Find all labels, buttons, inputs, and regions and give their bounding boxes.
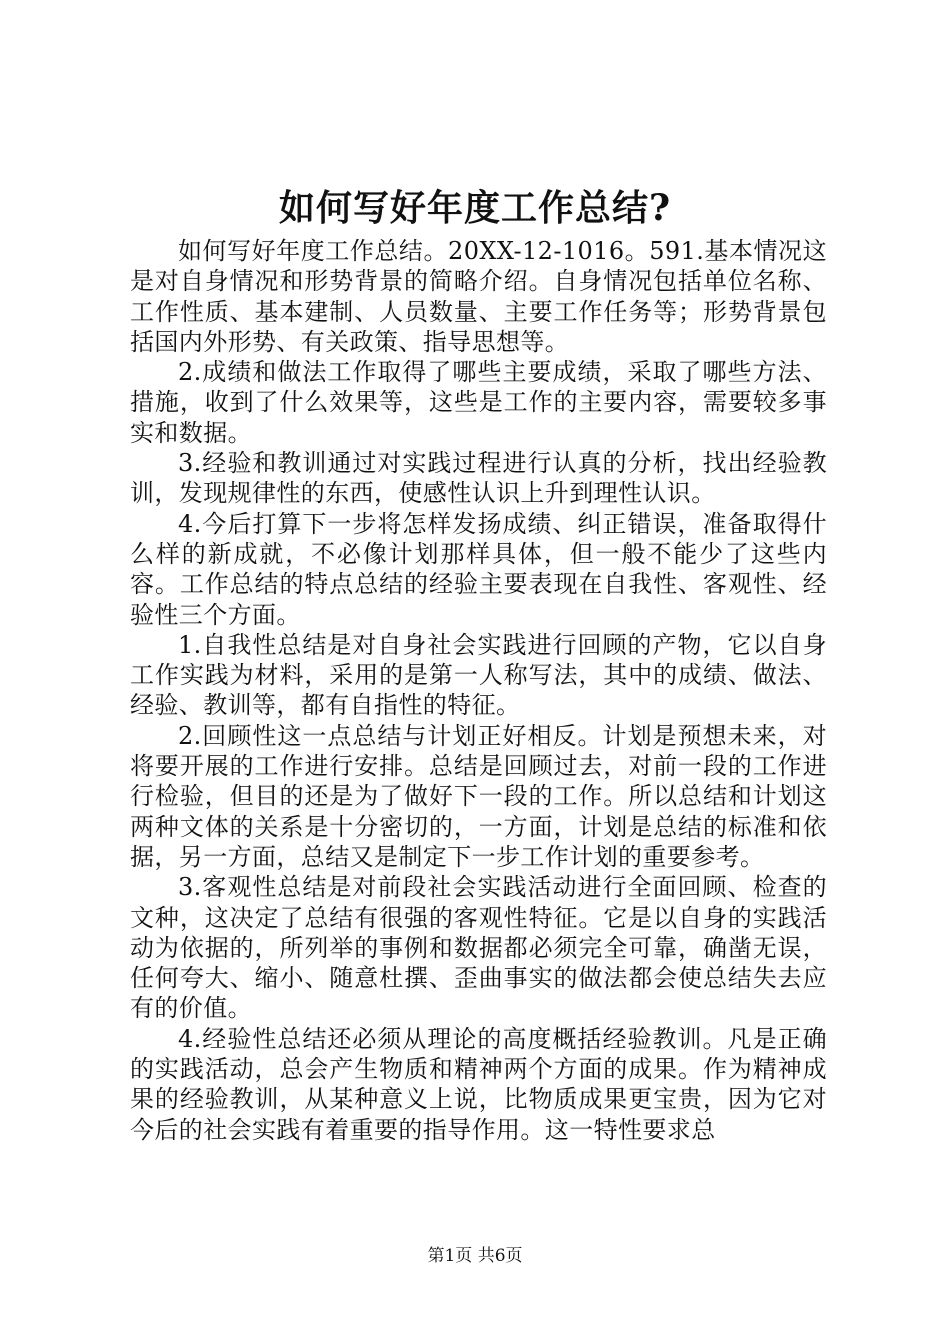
paragraph: 2.回顾性这一点总结与计划正好相反。计划是预想未来，对将要开展的工作进行安排。总结是回顾过去，对前一段的工作进行检验，但目的还是为了做好下一段的工作。所以总结和计划这两种文体的关系是十分密切的，一方面，计划是总结的标准和依据，另一方面，总结又是制定下一步工作计划的重要参考。 (130, 721, 827, 871)
paragraph: 2.成绩和做法工作取得了哪些主要成绩，采取了哪些方法、措施，收到了什么效果等，这些是工作的主要内容，需要较多事实和数据。 (130, 358, 827, 447)
document-title: 如何写好年度工作总结? (278, 187, 672, 229)
paragraph: 3.客观性总结是对前段社会实践活动进行全面回顾、检查的文种，这决定了总结有很强的客观性特征。它是以自身的实践活动为依据的，所列举的事例和数据都必须完全可靠，确凿无误，任何夸大、缩小、随意杜撰、歪曲事实的做法都会使总结失去应有的价值。 (130, 873, 827, 1023)
paragraph: 4.经验性总结还必须从理论的高度概括经验教训。凡是正确的实践活动，总会产生物质和精神两个方面的成果。作为精神成果的经验教训，从某种意义上说，比物质成果更宝贵，因为它对今后的社会实践有着重要的指导作用。这一特性要求总 (130, 1024, 827, 1144)
paragraph: 3.经验和教训通过对实践过程进行认真的分析，找出经验教训，发现规律性的东西，使感性认识上升到理性认识。 (130, 449, 827, 508)
page-number-footer: 第1页 共6页 (427, 1246, 523, 1266)
paragraph: 4.今后打算下一步将怎样发扬成绩、纠正错误，准备取得什么样的新成就，不必像计划那样具体，但一般不能少了这些内容。工作总结的特点总结的经验主要表现在自我性、客观性、经验性三个方面。 (130, 509, 827, 629)
paragraph: 1.自我性总结是对自身社会实践进行回顾的产物，它以自身工作实践为材料，采用的是第一人称写法，其中的成绩、做法、经验、教训等，都有自指性的特征。 (130, 630, 827, 720)
document-body (130, 236, 827, 1145)
paragraph: 如何写好年度工作总结。20XX-12-1016。591.基本情况这是对自身情况和形势背景的简略介绍。自身情况包括单位名称、工作性质、基本建制、人员数量、主要工作任务等；形势背景包括国内外形势、有关政策、指导思想等。 (130, 237, 827, 356)
